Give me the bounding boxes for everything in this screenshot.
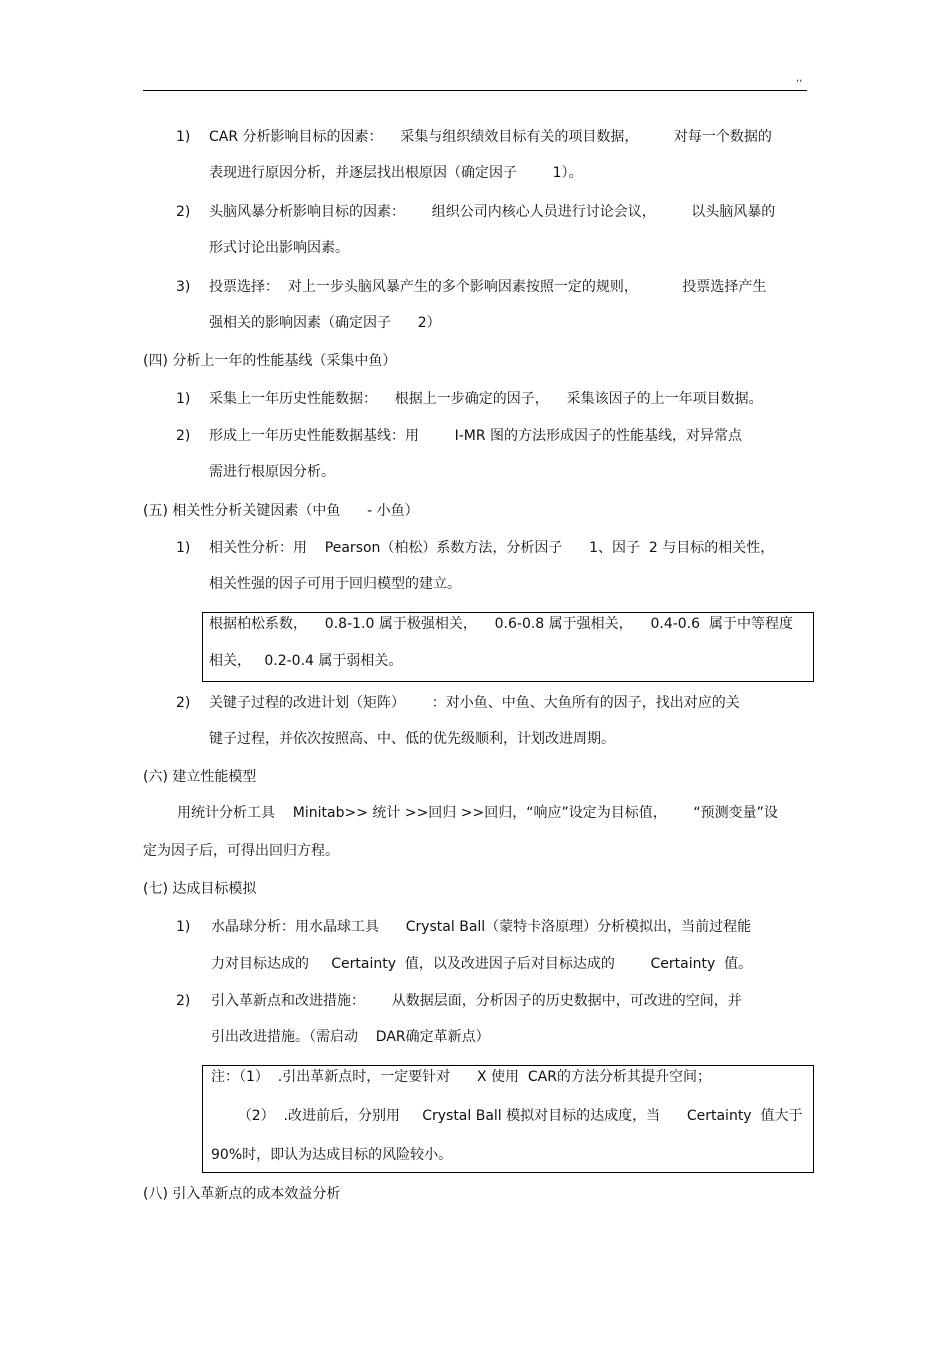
header-rule	[143, 90, 807, 91]
list-item-text: 投票选择： 对上一步头脑风暴产生的多个影响因素按照一定的规则， 投票选择产生	[209, 279, 767, 295]
list-number: 2)	[176, 695, 191, 711]
list-item-text: 形成上一年历史性能数据基线：用 I-MR 图的方法形成因子的性能基线，对异常点	[209, 428, 743, 444]
list-number: 3)	[176, 279, 191, 295]
list-number: 2)	[176, 204, 191, 220]
paragraph-text: 定为因子后，可得出回归方程。	[143, 843, 339, 859]
section-heading: (四) 分析上一年的性能基线（采集中鱼）	[143, 353, 397, 369]
list-item-text: 相关性分析：用 Pearson（柏松）系数方法，分析因子 1、因子 2 与目标的相关性，	[209, 540, 775, 556]
note-text: （2） .改进前后，分别用 Crystal Ball 模拟对目标的达成度，当 Certainty 值大于	[211, 1108, 803, 1124]
list-item-text: 相关性强的因子可用于回归模型的建立。	[209, 576, 461, 592]
note-text: 相关， 0.2-0.4 属于弱相关。	[209, 653, 403, 669]
list-item-text: 水晶球分析：用水晶球工具 Crystal Ball（蒙特卡洛原理）分析模拟出，当前过程能	[211, 919, 752, 935]
list-item-text: 头脑风暴分析影响目标的因素： 组织公司内核心人员进行讨论会议， 以头脑风暴的	[209, 204, 776, 220]
note-text: 注：（1） .引出革新点时，一定要针对 X 使用 CAR的方法分析其提升空间；	[211, 1069, 711, 1085]
paragraph-text: 用统计分析工具 Minitab>> 统计 >>回归 >>回归，“响应”设定为目标值， “预测变量”设	[177, 805, 778, 821]
list-number: 1)	[176, 129, 191, 145]
list-number: 2)	[176, 428, 191, 444]
list-item-text: 引出改进措施。（需启动 DAR确定革新点）	[211, 1029, 490, 1045]
list-item-text: 力对目标达成的 Certainty 值，以及改进因子后对目标达成的 Certainty 值。	[211, 956, 753, 972]
header-mark: ,,	[796, 73, 803, 84]
list-item-text: 形式讨论出影响因素。	[209, 240, 349, 256]
section-heading: (六) 建立性能模型	[143, 769, 257, 785]
note-text: 根据柏松系数， 0.8-1.0 属于极强相关， 0.6-0.8 属于强相关， 0.4-0.6 属于中等程度	[209, 616, 793, 632]
list-item-text: 表现进行原因分析，并逐层找出根原因（确定因子 1）。	[209, 165, 583, 181]
list-number: 1)	[176, 919, 191, 935]
list-item-text: 关键子过程的改进计划（矩阵） ：对小鱼、中鱼、大鱼所有的因子，找出对应的关	[209, 695, 740, 711]
list-item-text: 需进行根原因分析。	[209, 464, 335, 480]
list-item-text: 采集上一年历史性能数据： 根据上一步确定的因子， 采集该因子的上一年项目数据。	[209, 391, 763, 407]
list-item-text: 强相关的影响因素（确定因子 2）	[209, 315, 441, 331]
section-heading: (七) 达成目标模拟	[143, 881, 257, 897]
list-number: 1)	[176, 391, 191, 407]
list-number: 2)	[176, 993, 191, 1009]
note-text: 90%时，即认为达成目标的风险较小。	[211, 1147, 453, 1163]
list-item-text: CAR 分析影响目标的因素： 采集与组织绩效目标有关的项目数据， 对每一个数据的	[209, 129, 772, 145]
list-item-text: 键子过程，并依次按照高、中、低的优先级顺利，计划改进周期。	[209, 731, 615, 747]
section-heading: (八) 引入革新点的成本效益分析	[143, 1186, 341, 1202]
list-item-text: 引入革新点和改进措施： 从数据层面，分析因子的历史数据中，可改进的空间，并	[211, 993, 742, 1009]
list-number: 1)	[176, 540, 191, 556]
section-heading: (五) 相关性分析关键因素（中鱼 - 小鱼）	[143, 503, 419, 519]
